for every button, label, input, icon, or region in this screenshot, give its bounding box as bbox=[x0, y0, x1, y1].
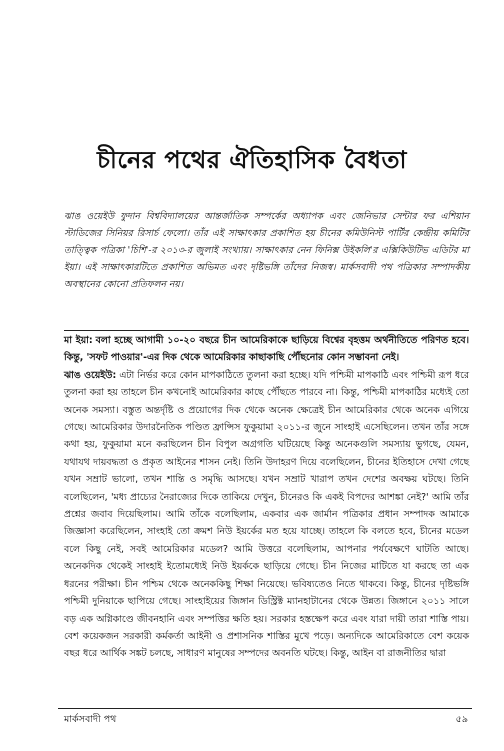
intro-divider bbox=[64, 330, 469, 331]
answer-paragraph bbox=[64, 367, 469, 663]
article-title: চীনের পথের ঐতিহাসিক বৈধতা bbox=[97, 145, 407, 174]
question-text: বলা হচ্ছে আগামী ১০-২০ বছরে চীন আমেরিকাকে ছাড়িয়ে বিশ্বের বৃহত্তম অর্থনীতিতে পরিণত হবে। কিন্তু, 'সফট পাওয়ার'-এর দিক থেকে আমেরিকার কাছাকাছি পৌঁছনোর কোন সম্ভাবনা নেই। bbox=[64, 335, 469, 364]
article-intro: ঝাঙ ওয়েইউ ফুদান বিশ্ববিদ্যালয়ের আন্তর্জাতিক সম্পর্কের অধ্যাপক এবং জেনিভার সেন্টার ফর এশিয়ান স্টাডিজের সিনিয়র রিসার্চ ফেলো। তাঁর এই সাক্ষাৎকার প্রকাশিত হয় চীনের কমিউনিস্ট পার্টির কেন্দ্রীয় কমিটির তাত্ত্বিক পত্রিকা 'চিশি'-র ২০১৩-র জুলাই সংখ্যায়। সাক্ষাৎকার নেন ফিনিক্স উইকলি'র এক্সিকিউটিভ এডিটর মা ইয়া। এই সাক্ষাৎকারটিতে প্রকাশিত অভিমত এবং দৃষ্টিভঙ্গি তাঁদের নিজস্ব। মার্কসবাদী পথ পত্রিকার সম্পাদকীয় অবস্থানের কোনো প্রতিফলন নয়। bbox=[64, 211, 469, 290]
answer-text: এটা নির্ভর করে কোন মাপকাঠিতে তুলনা করা হচ্ছে। যদি পশ্চিমী মাপকাঠি এবং পশ্চিমী রূপ ধরে তুলনা করা হয় তাহলে চীন কখনোই আমেরিকার কাছে পৌঁছতে পারবে না। কিন্তু, পশ্চিমী মাপকাঠির মধ্যেই তো অনেক সমস্যা। বস্তুত অন্তর্দৃষ্টি ও প্রয়োগের দিক থেকে অনেক ক্ষেত্রেই চীন আমেরিকার থেকে অনেক এগিয়ে গেছে। আমেরিকার উদারনৈতিক পণ্ডিত ফ্রান্সিস ফুকুয়ামা ২০১১-র জুনে সাংহাই এসেছিলেন। তখন তাঁর সঙ্গে কথা হয়, ফুকুয়ামা মনে করছিলেন চীন বিপুল অগ্রগতি ঘটিয়েছে কিন্তু অনেকগুলি সমস্যায় ভুগছে, যেমন, যথাযথ দায়বদ্ধতা ও প্রকৃত আইনের শাসন নেই। তিনি উদাহরণ দিয়ে বলেছিলেন, চীনের ইতিহাসে দেখা গেছে যখন সম্রাট ভালো, তখন শান্তি ও সমৃদ্ধি আসছে। যখন সম্রাট খারাপ তখন দেশের অবক্ষয় ঘটছে। তিনি বলেছিলেন, 'মধ্য প্রাচ্যের নৈরাজ্যের দিকে তাকিয়ে দেখুন, চীনেরও কি একই বিপদের আশঙ্কা নেই?' আমি তাঁর প্রশ্নের জবাব দিয়েছিলাম। আমি তাঁকে বলেছিলাম, একবার এক জার্মান পত্রিকার প্রধান সম্পাদক আমাকে জিজ্ঞাসা করেছিলেন, সাংহাই তো ক্রমশ নিউ ইয়র্কের মত হয়ে যাচ্ছে। তাহলে কি বলতে হবে, চীনের মডেল বলে কিছু নেই, সবই আমেরিকার মডেল? আমি উত্তরে বলেছিলাম, আপনার পর্যবেক্ষণে ঘাটতি আছে। অনেকদিক থেকেই সাংহাই ইতোমধ্যেই নিউ ইয়র্ককে ছাড়িয়ে গেছে। চীন নিজের মাটিতে যা করছে তা এক ধরনের পরীক্ষা। চীন পশ্চিম থেকে অনেককিছু শিক্ষা নিয়েছে। ভবিষ্যতেও নিতে থাকবে। কিন্তু, চীনের দৃষ্টিভঙ্গি পশ্চিমী দুনিয়াকে ছাপিয়ে গেছে। সাংহাইয়ের জিঙ্গান ডিস্ট্রিক্ট ম্যানহাটানের থেকে উন্নত। জিঙ্গানে ২০১১ সালে বড় এক অগ্নিকাণ্ডে জীবনহানি এবং সম্পত্তির ক্ষতি হয়। সরকার হস্তক্ষেপ করে এবং যারা দায়ী তারা শাস্তি পায়। বেশ কয়েকজন সরকারী কর্মকর্তা আইনী ও প্রশাসনিক শাস্তির মুখে পড়ে। অন্যদিকে আমেরিকাতে বেশ কয়েক বছর ধরে আর্থিক সঙ্কট চলছে, সাধারণ মানুষের সম্পদের অবনতি ঘটছে। কিন্তু, আইন বা রাজনীতির দ্বারা bbox=[64, 369, 469, 660]
question-speaker: মা ইয়া: bbox=[64, 335, 93, 346]
answer-speaker: ঝাঙ ওয়েইউ: bbox=[64, 369, 117, 381]
interview-body bbox=[64, 332, 469, 663]
question-paragraph bbox=[64, 332, 469, 367]
footer-divider bbox=[58, 708, 472, 709]
page-number: ৫৯ bbox=[455, 714, 468, 725]
journal-name: মার্কসবাদী পথ bbox=[64, 714, 117, 725]
